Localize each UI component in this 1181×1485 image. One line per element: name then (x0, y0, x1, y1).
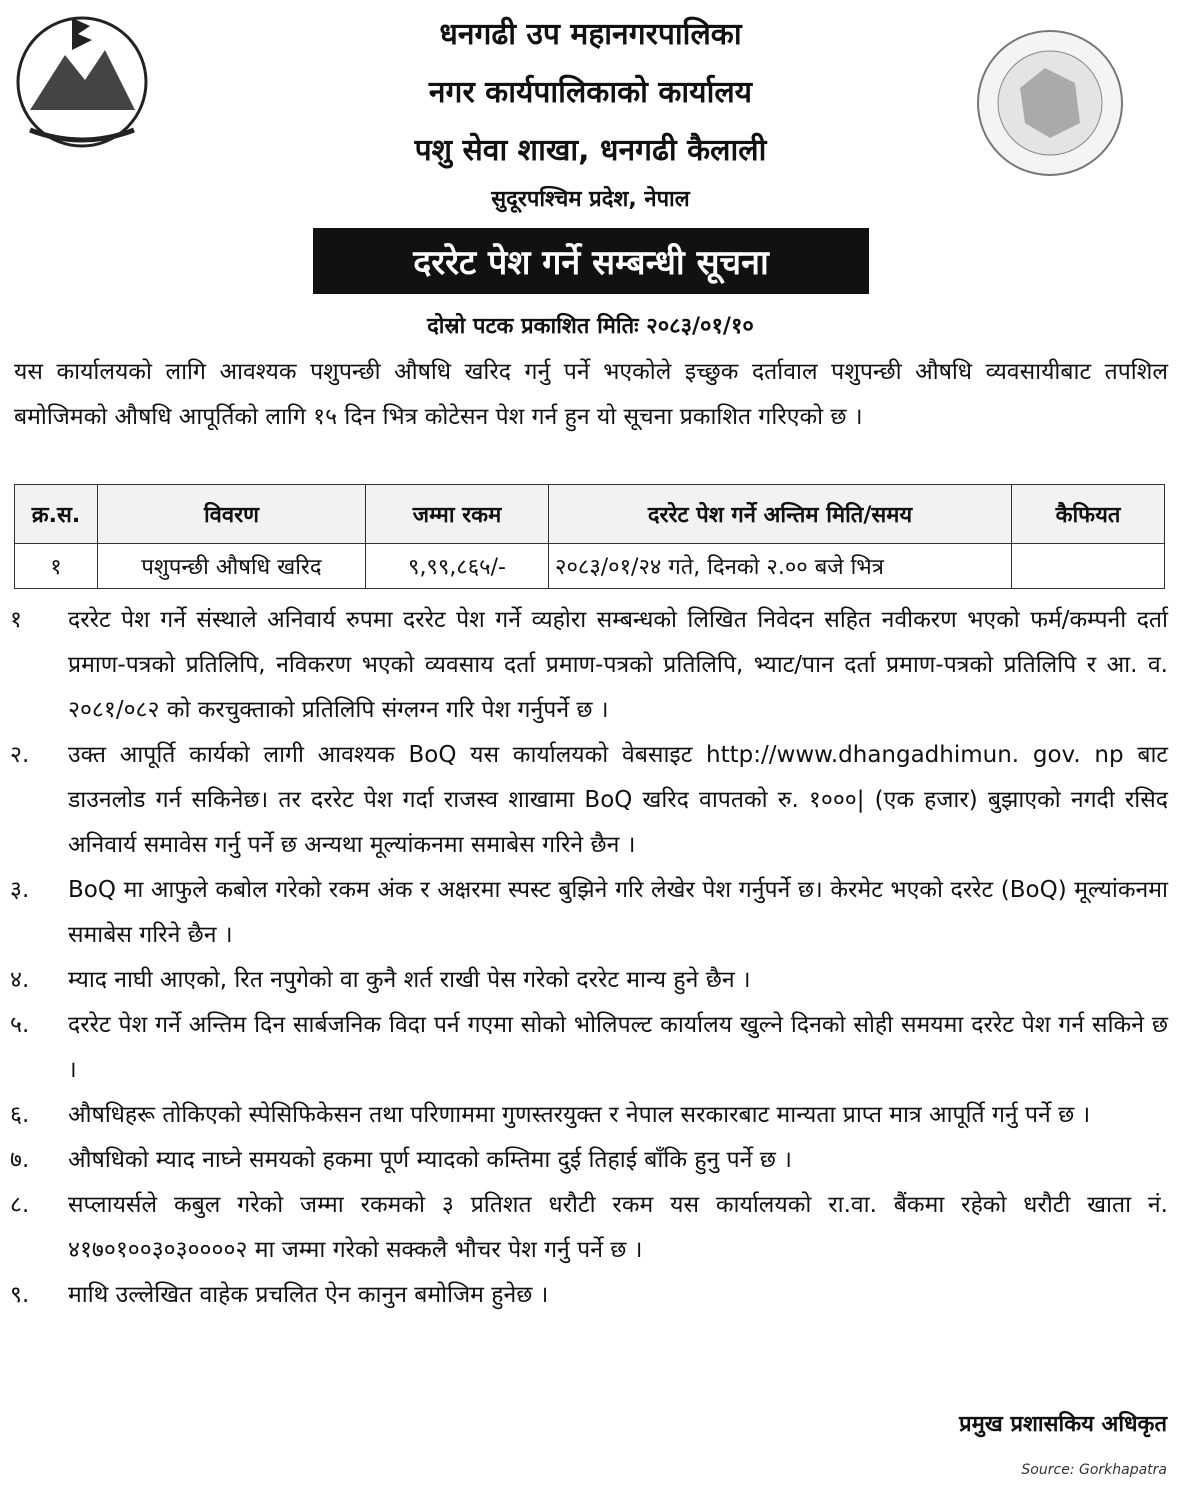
list-item (10, 958, 1168, 1003)
col-remarks: कैफियत (1012, 485, 1165, 544)
table-header-row (15, 485, 1165, 544)
item-text: सप्लायर्सले कबुल गरेको जम्मा रकमको ३ प्रतिशत धरौटी रकम यस कार्यालयको रा.वा. बैंकमा रहेको धरौटी खाता नं. ४१७०१००३०३००००२ मा जम्मा गरेको सक्कलै भौचर पेश गर्नु पर्ने छ । (68, 1192, 1168, 1263)
item-text: माथि उल्लेखित वाहेक प्रचलित ऐन कानुन बमोजिम हुनेछ । (68, 1282, 549, 1308)
published-date: दोस्रो पटक प्रकाशित मितिः २०८३/०१/१० (427, 314, 754, 339)
item-number: ९. (10, 1282, 30, 1308)
item-text: उक्त आपूर्ति कार्यको लागी आवश्यक BoQ यस कार्यालयको वेबसाइट http://www.dhangadhimun. gov. np बाट डाउनलोड गर्न सकिनेछ। तर दररेट पेश गर्दा राजस्व शाखामा BoQ खरिद वापतको रु. १०००| (एक हजार) बुझाएको नगदी रसिद अनिवार्य समावेस गर्नु पर्ने छ अन्यथा मूल्यांकनमा समाबेस गरिने छैन । (68, 742, 1168, 858)
list-item (10, 1093, 1168, 1138)
cell-amount: ९,९९,८६५/- (366, 544, 549, 589)
signatory-title: प्रमुख प्रशासकिय अधिकृत (959, 1412, 1167, 1437)
table-row (15, 544, 1165, 589)
list-item (10, 598, 1168, 733)
branch-name: पशु सेवा शाखा, धनगढी कैलाली (414, 133, 767, 168)
cell-sn: १ (15, 544, 98, 589)
list-item (10, 1183, 1168, 1273)
cell-description: पशुपन्छी औषधि खरिद (98, 544, 366, 589)
source-credit: Source: Gorkhapatra (1021, 1462, 1167, 1478)
item-text: BoQ मा आफुले कबोल गरेको रकम अंक र अक्षरमा स्पस्ट बुझिने गरि लेखेर पेश गर्नुपर्ने छ। केरमेट भएको दररेट (BoQ) मूल्यांकनमा समाबेस गरिने छैन । (68, 877, 1168, 948)
item-text: औषधिको म्याद नाघ्ने समयको हकमा पूर्ण म्यादको कम्तिमा दुई तिहाई बाँकि हुनु पर्ने छ । (68, 1147, 792, 1173)
item-number: ६. (10, 1102, 30, 1128)
col-description: विवरण (98, 485, 366, 544)
item-number: २. (10, 742, 30, 768)
intro-paragraph: यस कार्यालयको लागि आवश्यक पशुपन्छी औषधि खरिद गर्नु पर्ने भएकोले इच्छुक दर्तावाल पशुपन्छी औषधि व्यवसायीबाट तपशिल बमोजिमको औषधि आपूर्तिको लागि १५ दिन भित्र कोटेसन पेश गर्न हुन यो सूचना प्रकाशित गरिएको छ । (14, 359, 1168, 430)
item-number: ५. (10, 1012, 30, 1038)
item-number: ८. (10, 1192, 30, 1218)
item-number: १ (10, 607, 22, 633)
conditions-list (10, 598, 1168, 1318)
cell-deadline: २०८३/०१/२४ गते, दिनको २.०० बजे भित्र (549, 544, 1012, 589)
item-text: दररेट पेश गर्ने अन्तिम दिन सार्बजनिक विदा पर्न गएमा सोको भोलिपल्ट कार्यालय खुल्ने दिनको सोही समयमा दररेट पेश गर्न सकिने छ । (68, 1012, 1168, 1083)
province-name: सुदूरपश्चिम प्रदेश, नेपाल (491, 187, 690, 212)
office-name: नगर कार्यपालिकाको कार्यालय (428, 75, 753, 110)
cell-remarks (1012, 544, 1165, 589)
col-amount: जम्मा रकम (366, 485, 549, 544)
list-item (10, 733, 1168, 868)
item-text: दररेट पेश गर्ने संस्थाले अनिवार्य रुपमा दररेट पेश गर्ने व्यहोरा सम्बन्धको लिखित निवेदन सहित नवीकरण भएको फर्म/कम्पनी दर्ता प्रमाण-पत्रको प्रतिलिपि, नविकरण भएको व्यवसाय दर्ता प्रमाण-पत्रको प्रतिलिपि, भ्याट/पान दर्ता प्रमाण-पत्रको प्रतिलिपि र आ. व. २०८१/०८२ को करचुक्ताको प्रतिलिपि संग्लग्न गरि पेश गर्नुपर्ने छ । (68, 607, 1168, 723)
item-number: ७. (10, 1147, 30, 1173)
item-number: ३. (10, 877, 30, 903)
item-text: म्याद नाघी आएको, रित नपुगेको वा कुनै शर्त राखी पेस गरेको दररेट मान्य हुने छैन । (68, 967, 751, 993)
notice-title: दररेट पेश गर्ने सम्बन्धी सूचना (313, 228, 869, 294)
list-item (10, 868, 1168, 958)
list-item (10, 1003, 1168, 1093)
municipality-name: धनगढी उप महानगरपालिका (439, 17, 742, 52)
quotation-table (14, 484, 1165, 589)
col-deadline: दररेट पेश गर्ने अन्तिम मिति/समय (549, 485, 1012, 544)
list-item (10, 1138, 1168, 1183)
col-sn: क्र.स. (15, 485, 98, 544)
item-number: ४. (10, 967, 30, 993)
list-item (10, 1273, 1168, 1318)
item-text: औषधिहरू तोकिएको स्पेसिफिकेसन तथा परिणाममा गुणस्तरयुक्त र नेपाल सरकारबाट मान्यता प्राप्त मात्र आपूर्ति गर्नु पर्ने छ । (68, 1102, 1091, 1128)
